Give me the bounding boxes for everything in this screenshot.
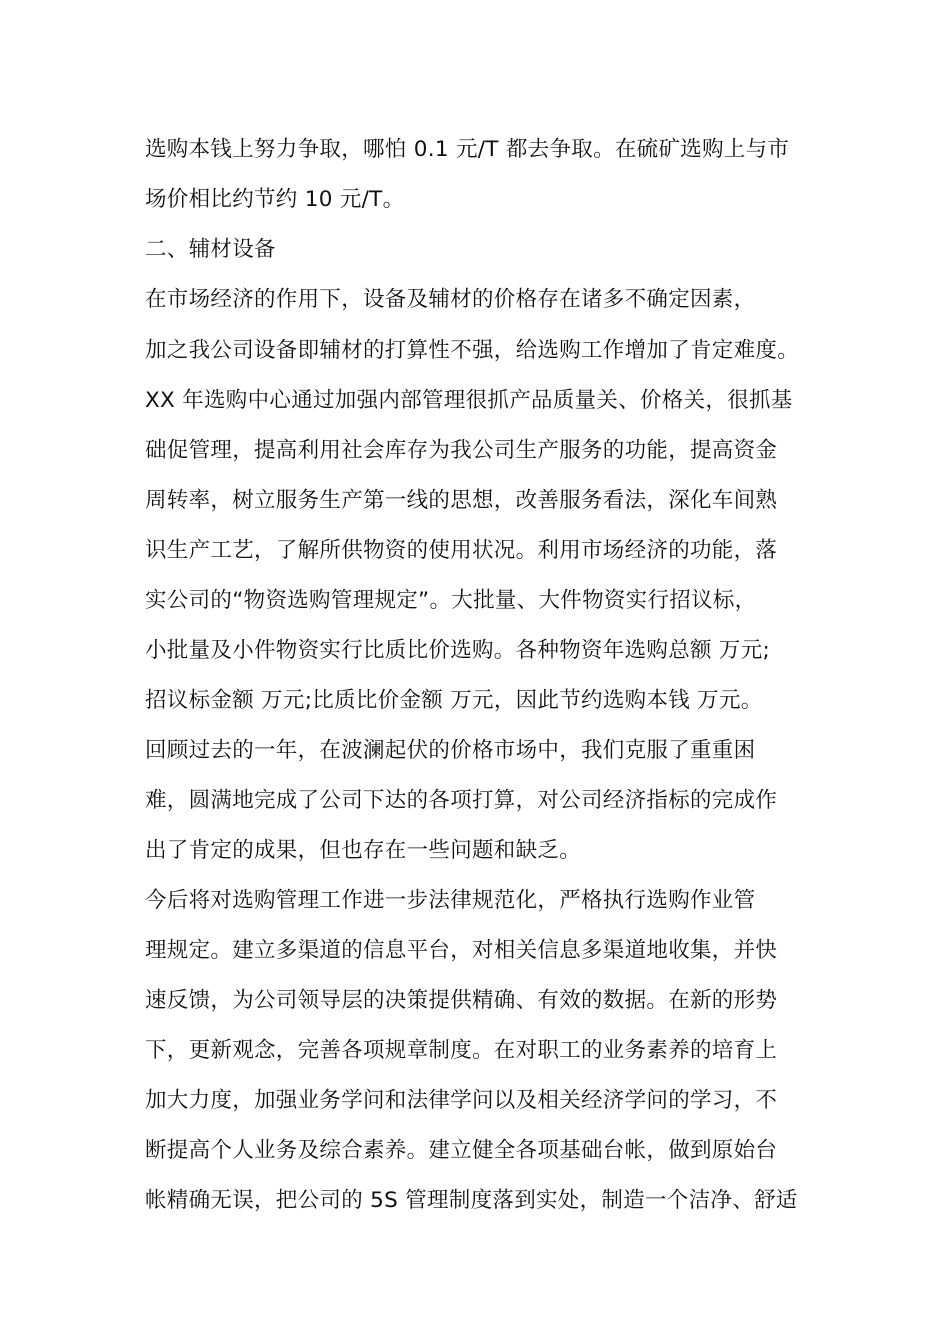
text-line: 难，圆满地完成了公司下达的各项打算，对公司经济指标的完成作	[145, 788, 778, 813]
text-line: XX 年选购中心通过加强内部管理很抓产品质量关、价格关，很抓基	[145, 388, 793, 413]
text-line: 帐精确无误，把公司的 5S 管理制度落到实处，制造一个洁净、舒适	[145, 1188, 798, 1213]
text-line: 断提高个人业务及综合素养。建立健全各项基础台帐，做到原始台	[145, 1138, 778, 1163]
text-line: 加之我公司设备即辅材的打算性不强，给选购工作增加了肯定难度。	[145, 338, 800, 363]
text-line: 小批量及小件物资实行比质比价选购。各种物资年选购总额 万元;	[145, 638, 771, 663]
text-line: 周转率，树立服务生产第一线的思想，改善服务看法，深化车间熟	[145, 488, 778, 513]
text-line: 在市场经济的作用下，设备及辅材的价格存在诸多不确定因素，	[145, 287, 756, 312]
text-line: 下，更新观念，完善各项规章制度。在对职工的业务素养的培育上	[145, 1038, 778, 1063]
text-line: 场价相比约节约 10 元/T。	[145, 187, 405, 212]
section-heading: 二、辅材设备	[145, 237, 276, 262]
text-line: 回顾过去的一年，在波澜起伏的价格市场中，我们克服了重重困	[145, 738, 756, 763]
text-line: 理规定。建立多渠道的信息平台，对相关信息多渠道地收集，并快	[145, 938, 778, 963]
text-line: 识生产工艺，了解所供物资的使用状况。利用市场经济的功能，落	[145, 538, 778, 563]
text-line: 今后将对选购管理工作进一步法律规范化，严格执行选购作业管	[145, 888, 756, 913]
text-line: 础促管理，提高利用社会库存为我公司生产服务的功能，提高资金	[145, 438, 778, 463]
text-line: 加大力度，加强业务学问和法律学问以及相关经济学问的学习，不	[145, 1088, 778, 1113]
text-line: 速反馈，为公司领导层的决策提供精确、有效的数据。在新的形势	[145, 988, 778, 1013]
text-line: 实公司的“物资选购管理规定”。大批量、大件物资实行招议标，	[145, 588, 757, 613]
text-line: 招议标金额 万元;比质比价金额 万元，因此节约选购本钱 万元。	[145, 688, 763, 713]
text-line: 选购本钱上努力争取，哪怕 0.1 元/T 都去争取。在硫矿选购上与市	[145, 137, 790, 162]
text-line: 出了肯定的成果，但也存在一些问题和缺乏。	[145, 838, 582, 863]
